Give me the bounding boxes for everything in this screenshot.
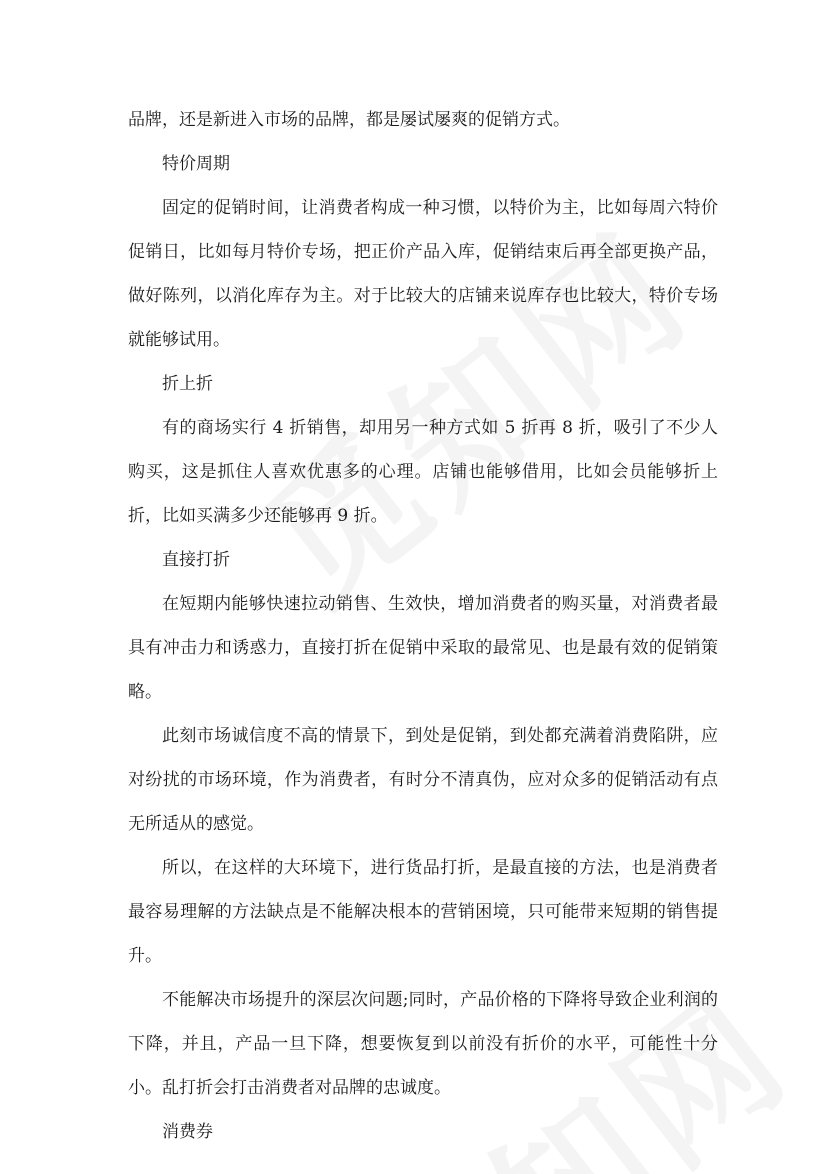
section-heading: 折上折: [162, 374, 213, 394]
section-heading: 消费券: [162, 1122, 213, 1142]
paragraph: 此刻市场诚信度不高的情景下，到处是促销，到处都充满着消费陷阱，应对纷扰的市场环境，作为消费者，有时分不清真伪，应对众多的促销活动有点无所适从的感觉。: [128, 726, 718, 834]
section-heading: 特价周期: [162, 154, 230, 174]
paragraph: 品牌，还是新进入市场的品牌，都是屡试屡爽的促销方式。: [128, 110, 570, 130]
document-body: [128, 98, 718, 1154]
paragraph: 在短期内能够快速拉动销售、生效快，增加消费者的购买量，对消费者最具有冲击力和诱惑力，直接打折在促销中采取的最常见、也是最有效的促销策略。: [128, 594, 718, 702]
paragraph: 所以，在这样的大环境下，进行货品打折，是最直接的方法，也是消费者最容易理解的方法缺点是不能解决根本的营销困境，只可能带来短期的销售提升。: [128, 858, 718, 966]
paragraph: 不能解决市场提升的深层次问题;同时，产品价格的下降将导致企业利润的下降，并且，产品一旦下降，想要恢复到以前没有折价的水平，可能性十分小。乱打折会打击消费者对品牌的忠诚度。: [128, 990, 718, 1098]
section-heading: 直接打折: [162, 550, 230, 570]
paragraph: 固定的促销时间，让消费者构成一种习惯，以特价为主，比如每周六特价促销日，比如每月特价专场，把正价产品入库，促销结束后再全部更换产品，做好陈列，以消化库存为主。对于比较大的店铺来说库存也比较大，特价专场就能够试用。: [128, 198, 718, 350]
paragraph: 有的商场实行 4 折销售，却用另一种方式如 5 折再 8 折，吸引了不少人购买，这是抓住人喜欢优惠多的心理。店铺也能够借用，比如会员能够折上折，比如买满多少还能够再 9 折。: [128, 418, 718, 526]
